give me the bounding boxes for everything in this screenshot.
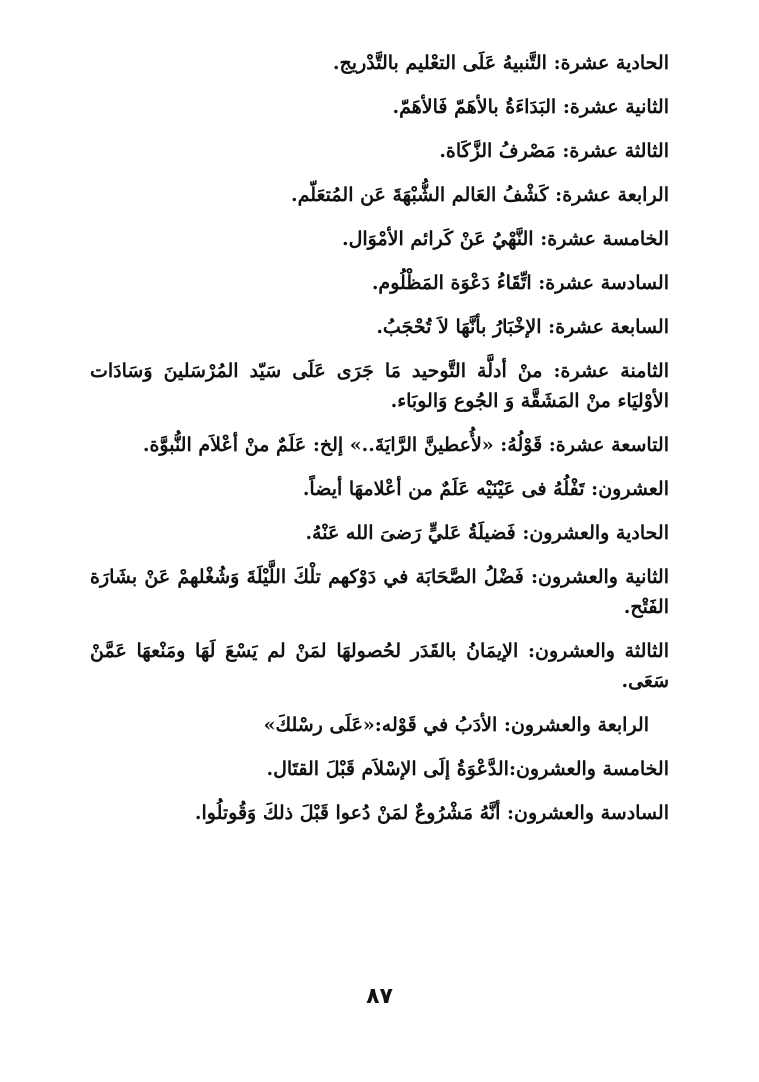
list-item	[150, 710, 649, 740]
item-separator: :	[523, 566, 539, 588]
item-label: الثالثة والعشرون	[534, 640, 669, 662]
item-separator: :	[533, 228, 548, 250]
list-item	[150, 224, 669, 254]
item-separator: :	[515, 522, 530, 544]
item-text: قَوْلُهُ: «لأُعطينَّ الرَّايَةَ..» إلخ: عَلَمٌ منْ أعْلاَم النُّبوَّة.	[142, 434, 543, 456]
list-item	[150, 268, 669, 298]
item-label: الثانية عشرة	[569, 96, 669, 118]
item-text: النَّهْيُ عَنْ كَرائم الأمْوَال.	[341, 228, 534, 250]
item-text: الإيمَانُ بالقَدَر لحُصولهَا لمَنْ لم يَسْعَ لَهَا ومَنْعهَا عَمَّنْ سَعَى.	[90, 640, 669, 692]
item-text: كَشْفُ العَالم الشُّبْهَةَ عَن المُتعَلّم.	[290, 184, 549, 206]
item-separator: :	[500, 802, 515, 824]
item-label: السادسة والعشرون	[514, 802, 669, 824]
list-item	[150, 92, 669, 122]
list-item	[90, 636, 669, 696]
item-separator: :	[508, 758, 516, 780]
item-text: الدَّعْوَةُ إلَى الإسْلاَم قَبْلَ القتَال.	[266, 758, 509, 780]
item-label: الثالثة عشرة	[569, 140, 669, 162]
item-label: الرابعة والعشرون	[510, 714, 649, 736]
item-label: الحادية والعشرون	[529, 522, 669, 544]
list-item	[150, 136, 669, 166]
item-text: فَضْلُ الصَّحَابَة في دَوْكهم تلْكَ اللَّيْلَةَ وَشُغْلهمْ عَنْ بشَارَة الفَتْح.	[90, 566, 669, 618]
item-label: الثانية والعشرون	[538, 566, 669, 588]
list-item	[90, 356, 669, 416]
list-item	[150, 798, 669, 828]
item-label: العشرون	[598, 478, 669, 500]
item-text: منْ أدلَّة التَّوحيد مَا جَرَى عَلَى سَيّد المُرْسَلينَ وَسَادَات الأوْليَاء منْ المَشَقَّة وَ الجُوع وَالوبَاء.	[90, 360, 669, 412]
item-label: التاسعة عشرة	[555, 434, 669, 456]
item-label: السادسة عشرة	[545, 272, 669, 294]
item-label: الرابعة عشرة	[562, 184, 669, 206]
item-text: البَدَاءَةُ بالأهَمّ فَالأهَمّ.	[392, 96, 557, 118]
list-item	[150, 312, 669, 342]
item-label: الحادية عشرة	[560, 52, 669, 74]
item-separator: :	[555, 140, 570, 162]
list-item	[150, 474, 669, 504]
list-item	[150, 518, 669, 548]
item-label: الخامسة عشرة	[547, 228, 669, 250]
item-separator: :	[497, 714, 511, 736]
item-text: اتِّقَاءُ دَعْوَة المَظْلُوم.	[371, 272, 532, 294]
item-text: مَصْرفُ الزَّكَاة.	[439, 140, 556, 162]
issues-list	[90, 48, 669, 842]
item-text: فَضيلَةُ عَليٍّ رَضىَ الله عَنْهُ.	[305, 522, 516, 544]
item-separator: :	[518, 640, 535, 662]
page-number: ٨٧	[366, 984, 393, 1009]
item-text: التَّنبيهُ عَلَى التعْليم بالتَّدْريج.	[332, 52, 547, 74]
item-text: الإخْبَارُ بأنَّهَا لاَ تُحْجَبُ.	[376, 316, 542, 338]
item-label: السابعة عشرة	[555, 316, 669, 338]
item-label: الثامنة عشرة	[560, 360, 669, 382]
item-separator: :	[556, 96, 570, 118]
list-item	[150, 180, 669, 210]
item-text: أنَّهُ مَشْرُوعٌ لمَنْ دُعوا قَبْلَ ذلكَ وَقُوتلُوا.	[194, 802, 501, 824]
item-text: الأدَبُ في قَوْله:«عَلَى رسْلكَ»	[263, 714, 498, 736]
item-separator: :	[542, 434, 556, 456]
list-item	[150, 754, 669, 784]
list-item	[150, 48, 669, 78]
item-separator: :	[546, 52, 561, 74]
list-item	[142, 430, 669, 460]
item-separator: :	[542, 360, 561, 382]
item-text: تَفْلُهُ فى عَيْنَيْه عَلَمٌ من أعْلامهَا أيضاً.	[302, 478, 585, 500]
item-separator: :	[584, 478, 599, 500]
item-separator: :	[531, 272, 546, 294]
item-separator: :	[548, 184, 563, 206]
item-label: الخامسة والعشرون	[515, 758, 669, 780]
list-item	[90, 562, 669, 622]
item-separator: :	[541, 316, 556, 338]
